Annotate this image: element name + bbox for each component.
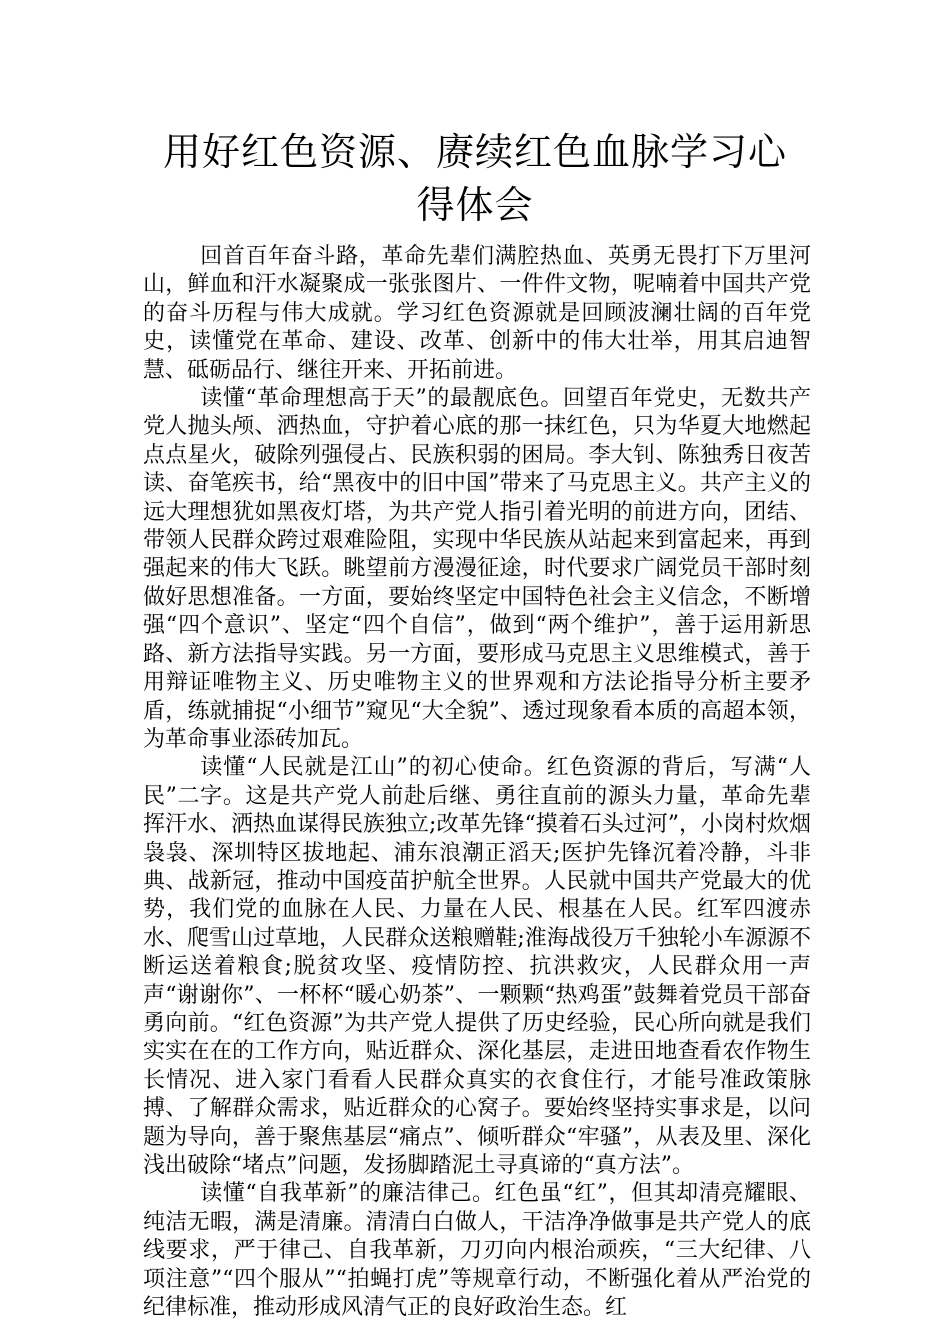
document-title: 用好红色资源、赓续红色血脉学习心得体会 <box>162 130 787 227</box>
paragraph-revolutionary-ideals: 读懂“革命理想高于天”的最靓底色。回望百年党史，无数共产党人抛头颅、洒热血，守护着心底的那一抹红色，只为华夏大地燃起点点星火，破除列强侵占、民族积弱的困局。李大钊、陈独秀日夜苦读、奋笔疾书，给“黑夜中的旧中国”带来了马克思主义。共产主义的远大理想犹如黑夜灯塔，为共产党人指引着光明的前进方向，团结、带领人民群众跨过艰难险阻，实现中华民族从站起来到富起来，再到强起来的伟大飞跃。眺望前方漫漫征途，时代要求广阔党员干部时刻做好思想准备。一方面，要始终坚定中国特色社会主义信念，不断增强“四个意识”、坚定“四个自信”，做到“两个维护”，善于运用新思路、新方法指导实践。另一方面，要形成马克思主义思维模式，善于用辩证唯物主义、历史唯物主义的世界观和方法论指导分析主要矛盾，练就捕捉“小细节”窥见“大全貌”、透过现象看本质的高超本领，为革命事业添砖加瓦。 <box>143 386 811 752</box>
paragraph-self-reform: 读懂“自我革新”的廉洁律己。红色虽“红”，但其却清亮耀眼、纯洁无暇，满是清廉。清清白白做人，干洁净净做事是共产党人的底线要求，严于律己、自我革新，刀刃向内根治顽疾，“三大纪律、八项注意”“四个服从”“拍蝇打虎”等规章行动，不断强化着从严治党的纪律标准，推动形成风清气正的良好政治生态。红 <box>143 1181 811 1321</box>
document-body <box>143 243 811 1322</box>
paragraph-intro: 回首百年奋斗路，革命先辈们满腔热血、英勇无畏打下万里河山，鲜血和汗水凝聚成一张张图片、一件件文物，呢喃着中国共产党的奋斗历程与伟大成就。学习红色资源就是回顾波澜壮阔的百年党史，读懂党在革命、建设、改革、创新中的伟大壮举，用其启迪智慧、砥砺品行、继往开来、开拓前进。 <box>143 244 811 383</box>
paragraph-people-mission: 读懂“人民就是江山”的初心使命。红色资源的背后，写满“人民”二字。这是共产党人前赴后继、勇往直前的源头力量，革命先辈挥汗水、洒热血谋得民族独立;改革先锋“摸着石头过河”，小岗村炊烟袅袅、深圳特区拔地起、浦东浪潮正滔天;医护先锋沉着冷静，斗非典、战新冠，推动中国疫苗护航全世界。人民就中国共产党最大的优势，我们党的血脉在人民、力量在人民、根基在人民。红军四渡赤水、爬雪山过草地，人民群众送粮赠鞋;淮海战役万千独轮小车源源不断运送着粮食;脱贫攻坚、疫情防控、抗洪救灾，人民群众用一声声“谢谢你”、一杯杯“暖心奶茶”、一颗颗“热鸡蛋”鼓舞着党员干部奋勇向前。“红色资源”为共产党人提供了历史经验，民心所向就是我们实实在在的工作方向，贴近群众、深化基层，走进田地查看农作物生长情况、进入家门看看人民群众真实的衣食住行，才能号准政策脉搏、了解群众需求，贴近群众的心窝子。要始终坚持实事求是，以问题为导向，善于聚焦基层“痛点”、倾听群众“牢骚”，从表及里、深化浅出破除“堵点”问题，发扬脚踏泥土寻真谛的“真方法”。 <box>143 755 811 1178</box>
